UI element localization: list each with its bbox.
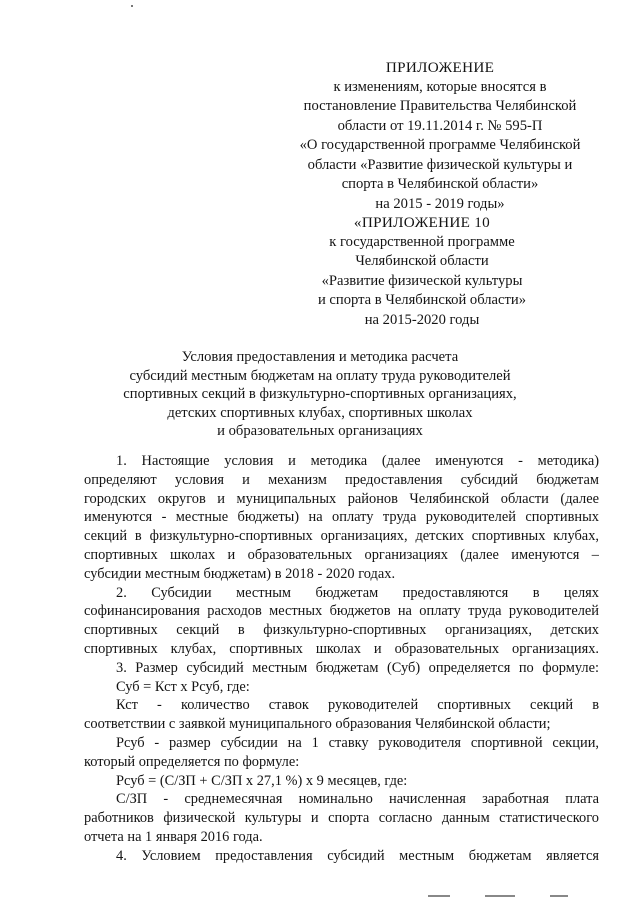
body-line: 2. Субсидии местным бюджетам предоставляются в целях <box>116 584 599 601</box>
title-line: Условия предоставления и методика расчета <box>181 349 459 365</box>
document-body <box>84 452 599 866</box>
scan-mark <box>131 5 133 7</box>
appendix-line: постановление Правительства Челябинской <box>303 98 577 114</box>
scan-mark <box>550 895 568 897</box>
title-line: детских спортивных клубах, спортивных школах <box>167 404 473 421</box>
body-line: соответствии с заявкой муниципального образования Челябинской области; <box>84 716 551 733</box>
body-line: Рсуб - размер субсидии на 1 ставку руководителя спортивной секции, <box>116 734 599 751</box>
title-line: спортивных секций в физкультурно-спортивных организациях, <box>123 386 517 402</box>
appendix-line: на 2015 - 2019 годы» <box>375 195 505 212</box>
appendix-heading: «ПРИЛОЖЕНИЕ 10 <box>353 214 491 231</box>
appendix-line: на 2015-2020 годы <box>364 311 480 328</box>
body-line: спортивных секций в физкультурно-спортивных организациях, детских <box>84 622 599 639</box>
appendix-line: «О государственной программе Челябинской <box>299 137 581 153</box>
body-line: определяют условия и механизм предоставления субсидий бюджетам <box>84 471 599 488</box>
appendix-line: «Развитие физической культуры <box>321 272 523 289</box>
body-line: Кст - количество ставок руководителей спортивных секций в <box>116 697 599 714</box>
body-line: софинансирования расходов местных бюджетов на оплату труда руководителей <box>84 603 599 620</box>
document-title <box>100 348 540 441</box>
body-line: именуются - местные бюджеты) на оплату труда руководителей спортивных <box>84 509 599 526</box>
appendix-line: к изменениям, которые вносятся в <box>333 78 547 95</box>
formula-line: Рсуб = (С/ЗП + С/ЗП х 27,1 %) х 9 месяцев, где: <box>116 772 408 789</box>
appendix-line: области от 19.11.2014 г. № 595-П <box>337 117 543 134</box>
body-line: городских округов и муниципальных районов Челябинской области (далее <box>84 490 599 507</box>
appendix-line: к государственной программе <box>329 233 515 250</box>
appendix-header-amendments <box>250 58 630 214</box>
formula-line: Суб = Кст х Рсуб, где: <box>116 678 250 695</box>
body-line: субсидии местным бюджетам) в 2018 - 2020 годах. <box>84 565 396 582</box>
appendix-line: спорта в Челябинской области» <box>341 176 539 192</box>
body-line: 3. Размер субсидий местным бюджетам (Суб) определяется по формуле: <box>116 659 599 676</box>
body-line: спортивных клубах, спортивных школах и образовательных организациях. <box>84 640 599 657</box>
body-line: 1. Настоящие условия и методика (далее именуются - методика) <box>116 453 599 469</box>
body-line: секций в физкультурно-спортивных организациях, детских спортивных клубах, <box>84 528 599 545</box>
appendix-line: Челябинской области <box>355 253 489 269</box>
body-line: работников физической культуры и спорта согласно данным статистического <box>84 810 599 827</box>
body-line: 4. Условием предоставления субсидий местным бюджетам является <box>116 847 599 864</box>
appendix-header-program <box>262 213 582 330</box>
scan-mark <box>485 895 515 897</box>
appendix-line: и спорта в Челябинской области» <box>317 292 527 308</box>
appendix-heading: ПРИЛОЖЕНИЕ <box>385 59 495 76</box>
title-line: субсидий местным бюджетам на оплату труда руководителей <box>129 367 511 384</box>
body-line: отчета на 1 января 2016 года. <box>84 828 263 845</box>
appendix-line: области «Развитие физической культуры и <box>307 156 573 173</box>
title-line: и образовательных организациях <box>217 423 423 439</box>
body-line: С/ЗП - среднемесячная номинально начисленная заработная плата <box>116 791 599 808</box>
body-line: который определяется по формуле: <box>84 753 300 770</box>
body-line: спортивных школах и образовательных организациях (далее именуются – <box>84 546 599 563</box>
scan-mark <box>428 895 450 897</box>
